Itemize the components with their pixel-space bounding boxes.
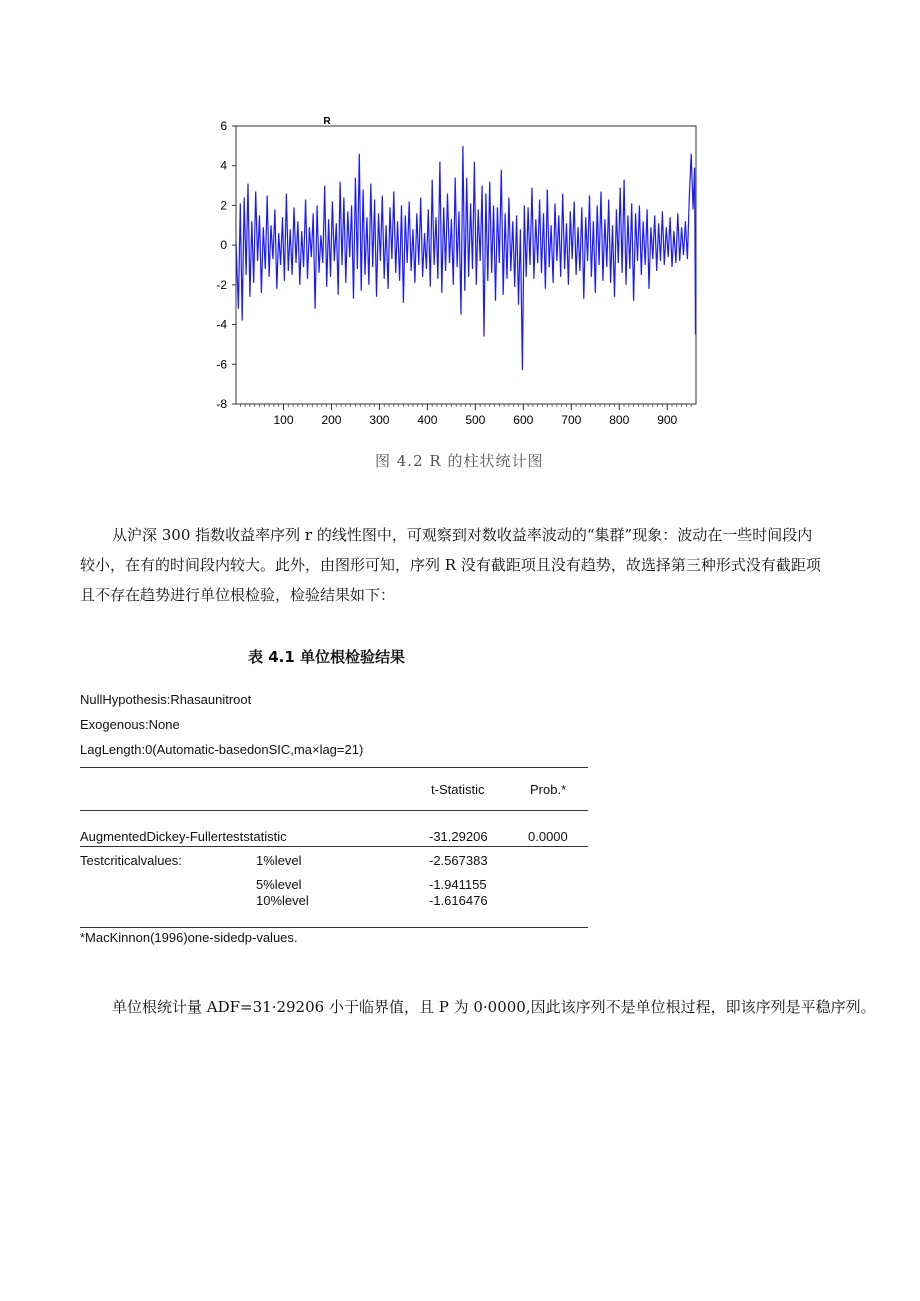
x-axis <box>273 404 677 427</box>
adf-t-statistic: -31.29206 <box>429 829 488 844</box>
column-header-prob: Prob.* <box>530 782 567 797</box>
conclusion-text: 单位根统计量 ADF=31·29206 小于临界值，且 P 为 0·0000,因此该序列不是单位根过程，即该序列是平稳序列。 <box>112 998 876 1016</box>
conclusion-paragraph <box>80 992 876 1022</box>
x-tick-label: 800 <box>609 413 630 427</box>
x-tick-label: 700 <box>561 413 582 427</box>
table-rule-header <box>80 810 588 811</box>
y-tick-label: 6 <box>220 119 227 133</box>
level-label-3: 10%level <box>256 893 309 908</box>
exogenous: Exogenous:None <box>80 717 180 732</box>
adf-prob: 0.0000 <box>528 829 568 844</box>
table-footnote: *MacKinnon(1996)one-sidedp-values. <box>80 930 298 945</box>
level-value-1: -2.567383 <box>429 853 488 868</box>
x-tick-label: 100 <box>273 413 294 427</box>
y-axis <box>216 119 236 411</box>
series-line-r <box>236 146 696 370</box>
x-tick-label: 200 <box>321 413 342 427</box>
level-label-1: 1%level <box>256 853 302 868</box>
y-tick-label: 4 <box>220 158 227 173</box>
paragraph-line-1: 从沪深 300 指数收益率序列 r 的线性图中，可观察到对数收益率波动的“集群”现象：波动在一些时间段内 <box>112 526 813 544</box>
x-tick-label: 900 <box>657 413 678 427</box>
y-tick-label: 2 <box>220 198 227 213</box>
figure-caption: 图 4.2 R 的柱状统计图 <box>375 452 544 470</box>
x-tick-label: 300 <box>369 413 390 427</box>
table-rule-top <box>80 767 588 768</box>
column-header-t-statistic: t-Statistic <box>431 782 485 797</box>
critical-values-label: Testcriticalvalues: <box>80 853 182 868</box>
line-chart <box>200 112 710 432</box>
level-value-3: -1.616476 <box>429 893 488 908</box>
table-rule-bottom <box>80 927 588 928</box>
table-rule-adf <box>80 846 588 847</box>
null-hypothesis: NullHypothesis:Rhasaunitroot <box>80 692 252 707</box>
x-tick-label: 400 <box>417 413 438 427</box>
lag-length: LagLength:0(Automatic-basedonSIC,ma×lag=21) <box>80 742 364 757</box>
x-tick-label: 600 <box>513 413 534 427</box>
adf-label: AugmentedDickey-Fullerteststatistic <box>80 829 287 844</box>
analysis-paragraph <box>80 520 850 610</box>
level-label-2: 5%level <box>256 877 302 892</box>
level-value-2: -1.941155 <box>429 877 487 892</box>
table-title: 表 4.1 单位根检验结果 <box>248 648 406 666</box>
chart-title: R <box>323 116 331 127</box>
paragraph-line-3: 且不存在趋势进行单位根检验，检验结果如下： <box>80 586 396 604</box>
paragraph-line-2: 较小，在有的时间段内较大。此外，由图形可知，序列 R 没有截距项且没有趋势，故选择第三种形式没有截距项 <box>80 556 821 574</box>
y-tick-label: -2 <box>216 277 227 292</box>
y-tick-label: -6 <box>216 357 227 372</box>
y-tick-label: -8 <box>216 397 227 411</box>
x-tick-label: 500 <box>465 413 486 427</box>
y-tick-label: 0 <box>220 238 227 253</box>
y-tick-label: -4 <box>216 317 227 332</box>
